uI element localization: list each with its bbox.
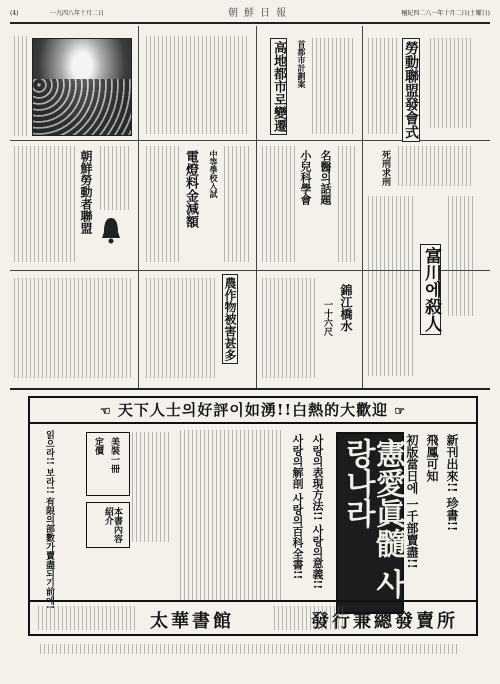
subhead-capital-plan: 首都市計劃案 — [297, 40, 307, 88]
masthead: 朝鮮日報 — [228, 8, 292, 19]
ad-banner-text: 天下人士의好評이如湧!!白熱的大歡迎 — [117, 401, 389, 419]
article-text — [146, 278, 216, 378]
book-advertisement — [28, 396, 478, 636]
article-text — [146, 146, 180, 262]
article-text — [368, 196, 414, 376]
footer-text — [40, 644, 460, 654]
ad-text-new: 新刊出來!! 珍書!! — [445, 434, 459, 532]
photo-caption — [14, 36, 28, 136]
ad-title: 憲愛眞髓 사랑나라 — [340, 438, 405, 599]
article-text — [262, 278, 316, 378]
subhead-pandemic: 中等學校入試 — [209, 150, 219, 198]
column-rule — [256, 26, 257, 388]
article-text — [312, 38, 356, 134]
page-footer — [10, 642, 490, 676]
article-text — [338, 146, 358, 262]
ad-side-text — [132, 432, 172, 542]
article-text — [146, 36, 250, 134]
ad-read-now: 읽으라!! 보라!! 有限의部數가賣盡되기前에! — [44, 430, 54, 610]
ad-text-love-method: 사랑의表現方法!! 사랑의意義!! — [311, 434, 324, 590]
headline-farm-damage: 農作物被害甚多 — [222, 274, 238, 364]
ad-text-flyer: 飛鳳可知 — [425, 434, 439, 482]
ad-publisher-name: 太華書館 — [150, 611, 234, 632]
headline-electric-fee: 電燈料金減額 — [183, 150, 198, 228]
article-text — [262, 146, 296, 262]
article-text — [224, 146, 252, 262]
hand-pointer-icon: ☞ — [394, 404, 407, 418]
ad-address-text — [274, 606, 344, 630]
article-text — [368, 38, 398, 134]
ad-publisher-label: 發行兼總發賣所 — [311, 611, 458, 632]
headline-tomigawa: 富川에殺人 — [420, 244, 441, 335]
headline-famous: 名醫의話題 — [319, 150, 332, 205]
news-photo-crowd — [32, 38, 132, 136]
ad-price-label: 美裝一冊 — [109, 437, 119, 473]
ad-price-value: 定價 — [93, 437, 103, 455]
header-date-left: 一九四八年十月二日 — [50, 10, 105, 17]
article-text — [100, 146, 132, 210]
row-rule — [10, 270, 490, 271]
headline-death-penalty: 死刑求刑 — [380, 150, 390, 186]
headline-steelworks: 朝鮮勞動者聯盟 — [79, 150, 93, 234]
ad-intro-label: 本書內容紹介 — [103, 507, 122, 543]
ad-banner — [30, 398, 476, 424]
ad-footer — [30, 600, 476, 634]
row-rule — [10, 388, 490, 390]
article-text — [398, 146, 474, 186]
article-text — [430, 38, 474, 128]
headline-jingang: 錦江橋水 — [339, 284, 353, 332]
subhead-labor: 一十六尺 — [322, 300, 332, 336]
ad-intro-box — [86, 502, 130, 548]
ad-body-text — [180, 430, 284, 600]
bell-icon — [100, 216, 122, 244]
ad-text-sold-out: 初版當日에 一千部賣盡!! — [405, 434, 419, 569]
column-rule — [362, 26, 363, 388]
headline-children: 小兒科學會 — [299, 150, 312, 205]
ad-address-text — [38, 606, 138, 630]
ad-price-box — [86, 432, 130, 496]
article-text — [14, 278, 132, 378]
article-text — [448, 196, 474, 316]
article-text — [14, 146, 76, 262]
headline-highland-city: 高地都市로變遷 — [270, 38, 287, 135]
headline-labor-ceremony: 勞動聯盟發會式 — [402, 38, 420, 142]
page-header — [10, 6, 490, 24]
hand-pointer-icon: ☜ — [99, 404, 112, 418]
page-number: (4) — [10, 10, 19, 17]
ad-title-box — [336, 432, 404, 614]
header-date-right: 檀紀四二八一年十月二日(土曜日) — [401, 10, 490, 17]
column-rule — [138, 26, 139, 388]
ad-text-love-encyclopedia: 사랑의解剖 사랑의百科全書!! — [291, 434, 304, 580]
